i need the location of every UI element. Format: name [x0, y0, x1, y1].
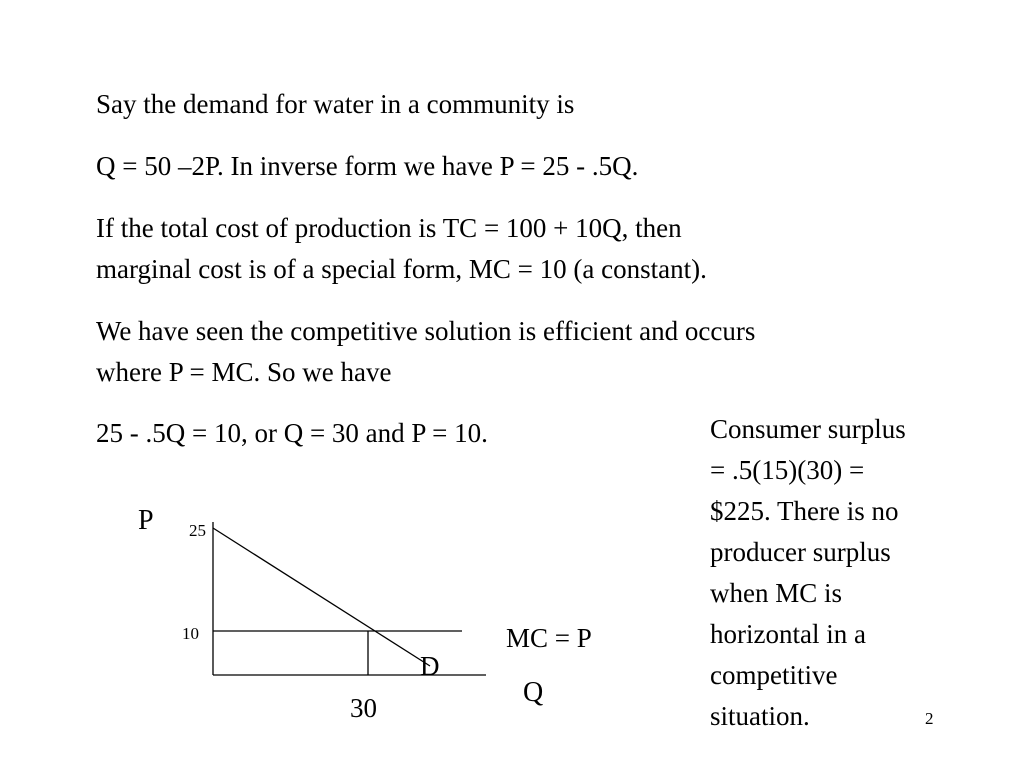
note-line: producer surplus — [710, 537, 891, 567]
note-line: Consumer surplus — [710, 414, 906, 444]
note-line: situation. — [710, 701, 810, 731]
y-tick-label-25: 25 — [189, 521, 206, 540]
note-line: = .5(15)(30) = — [710, 455, 865, 485]
x-axis-label: Q — [523, 677, 544, 708]
note-line: when MC is — [710, 578, 843, 608]
page-number: 2 — [925, 709, 934, 728]
text-line: marginal cost is of a special form, MC = 10 (a constant). — [96, 254, 707, 284]
note-line: competitive — [710, 660, 838, 690]
note-line: horizontal in a — [710, 619, 866, 649]
text-line: We have seen the competitive solution is efficient and occurs — [96, 316, 756, 346]
text-line: 25 - .5Q = 10, or Q = 30 and P = 10. — [96, 418, 488, 448]
note-line: $225. There is no — [710, 496, 899, 526]
text-line: Q = 50 –2P. In inverse form we have P = 25 - .5Q. — [96, 151, 639, 181]
demand-label: D — [420, 651, 440, 681]
text-line: where P = MC. So we have — [96, 357, 392, 387]
y-axis-label: P — [138, 505, 154, 536]
x-tick-label-30: 30 — [350, 693, 377, 723]
text-line: If the total cost of production is TC = 100 + 10Q, then — [96, 213, 682, 243]
mc-label: MC = P — [506, 623, 592, 653]
y-tick-label-10: 10 — [182, 624, 199, 643]
text-line: Say the demand for water in a community is — [96, 89, 575, 119]
demand-curve — [213, 528, 430, 666]
